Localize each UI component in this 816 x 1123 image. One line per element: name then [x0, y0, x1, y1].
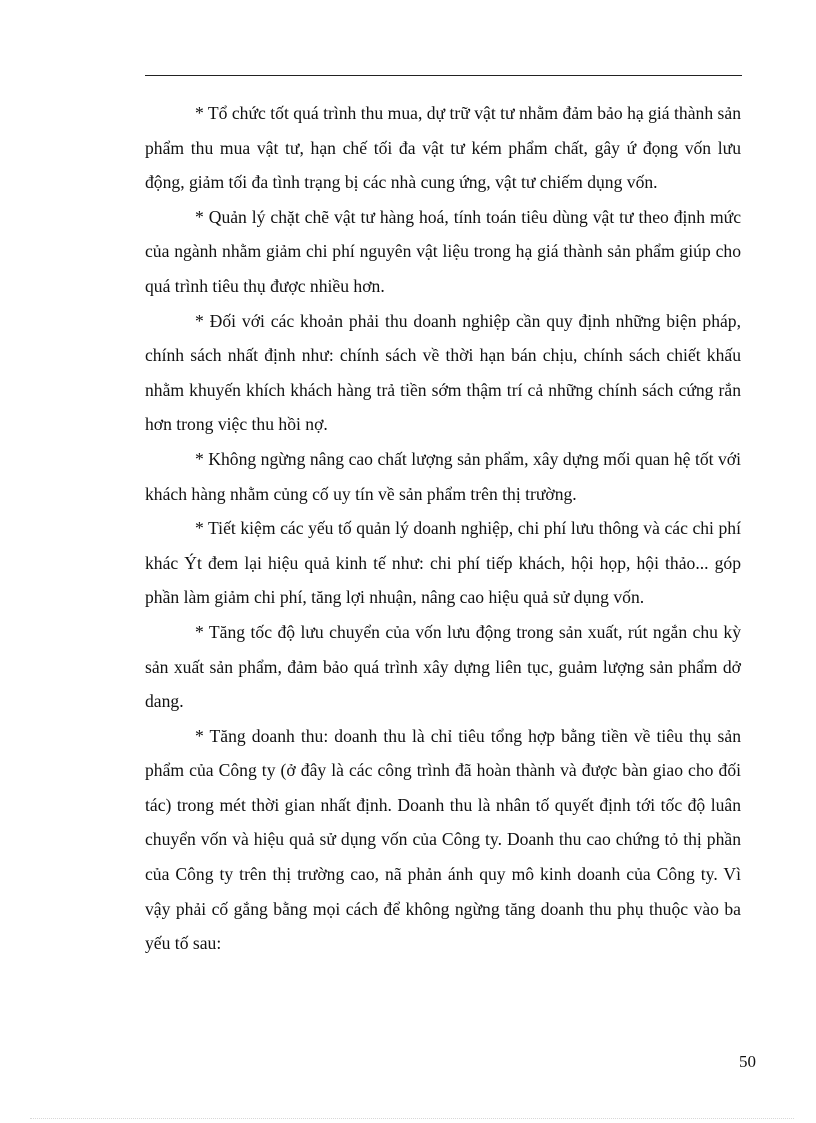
paragraph-revenue: * Tăng doanh thu: doanh thu là chỉ tiêu tổng hợp bằng tiền về tiêu thụ sản phẩm của Công ty (ở đây là các công trình đã hoàn thành và được bàn giao cho đối tác) trong mét thời gian nhất định. Doanh thu là nhân tố quyết định tới tốc độ luân chuyển vốn và hiệu quả sử dụng vốn của Công ty. Doanh thu cao chứng tỏ thị phần của Công ty trên thị trường cao, nã phản ánh quy mô kinh doanh của Công ty. Vì vậy phải cố gắng bằng mọi cách để không ngừng tăng doanh thu phụ thuộc vào ba yếu tố sau: — [145, 725, 741, 954]
paragraph-procurement: * Tổ chức tốt quá trình thu mua, dự trữ vật tư nhằm đảm bảo hạ giá thành sản phẩm thu mua vật tư, hạn chế tối đa vật tư kém phẩm chất, gây ứ đọng vốn lưu động, giảm tối đa tình trạng bị các nhà cung ứng, vật tư chiếm dụng vốn. — [145, 103, 741, 193]
paragraph-cost-saving: * Tiết kiệm các yếu tố quản lý doanh nghiệp, chi phí lưu thông và các chi phí khác Ýt đem lại hiệu quả kinh tế như: chi phí tiếp khách, hội họp, hội thảo... góp phần làm giảm chi phí, tăng lợi nhuận, nâng cao hiệu quả sử dụng vốn. — [145, 518, 741, 608]
page-number: 50 — [739, 1052, 756, 1071]
paragraph-product-quality: * Không ngừng nâng cao chất lượng sản phẩm, xây dựng mối quan hệ tốt với khách hàng nhằm củng cố uy tín về sản phẩm trên thị trường. — [145, 448, 741, 504]
header-rule — [145, 75, 742, 76]
paragraph-material-management: * Quản lý chặt chẽ vật tư hàng hoá, tính toán tiêu dùng vật tư theo định mức của ngành nhằm giảm chi phí nguyên vật liệu trong hạ giá thành sản phẩm giúp cho quá trình tiêu thụ được nhiều hơn. — [145, 206, 741, 296]
page-body — [145, 96, 741, 961]
paragraph-capital-turnover: * Tăng tốc độ lưu chuyển của vốn lưu động trong sản xuất, rút ngắn chu kỳ sản xuất sản phẩm, đảm bảo quá trình xây dựng liên tục, guảm lượng sản phẩm dở dang. — [145, 621, 741, 712]
page-bottom-border — [30, 1118, 794, 1119]
paragraph-receivables: * Đối với các khoản phải thu doanh nghiệp cần quy định những biện pháp, chính sách nhất định như: chính sách về thời hạn bán chịu, chính sách chiết khấu nhằm khuyến khích khách hàng trả tiền sớm thậm trí cả những chính sách cứng rắn hơn trong việc thu hồi nợ. — [145, 310, 741, 435]
